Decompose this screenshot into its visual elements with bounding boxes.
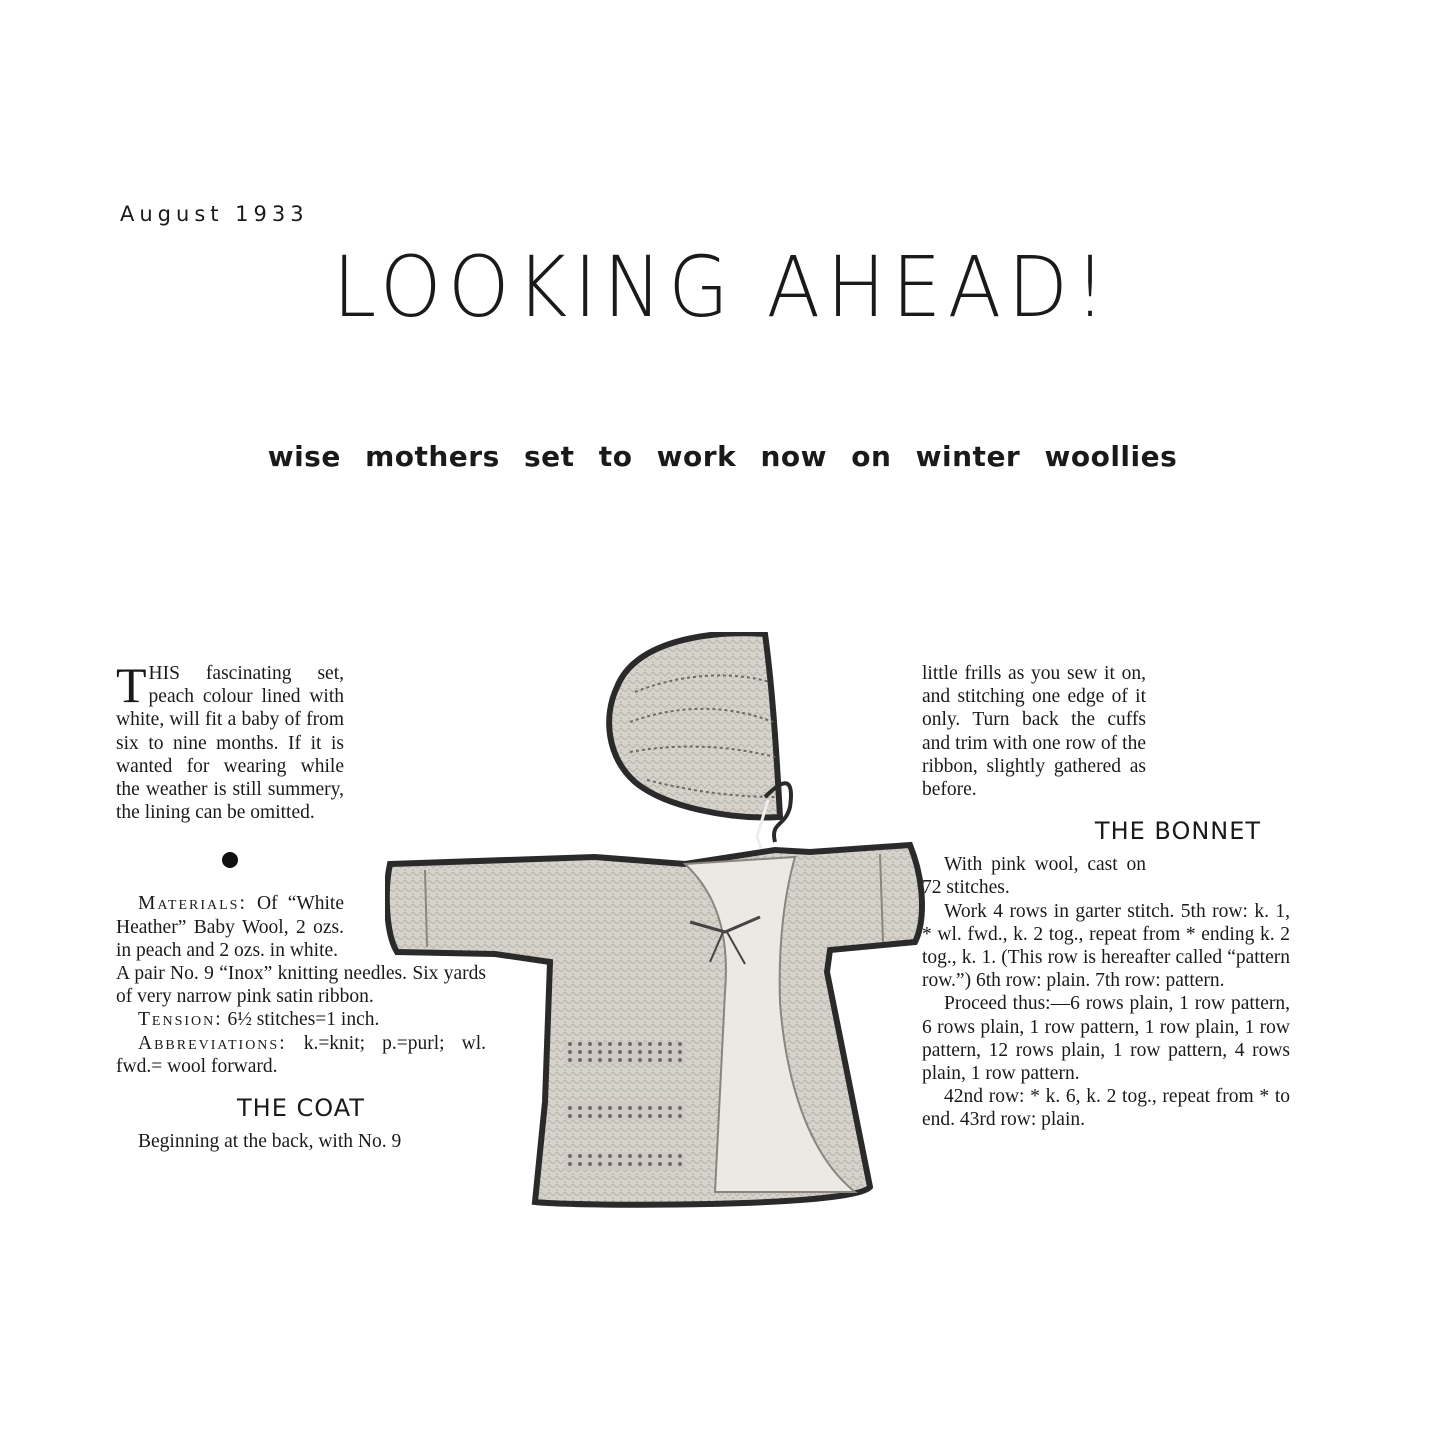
continued-paragraph: little frills as you sew it on, and stitching one edge of it only. Turn back the cuffs and trim with one row of the ribbon, slightly gathered as before. [922, 663, 1146, 801]
section-bullet-icon [222, 852, 238, 868]
materials-label: Materials: [138, 893, 247, 915]
baby-coat-bonnet-illustration [385, 632, 930, 1212]
page-headline: LOOKING AHEAD! [332, 238, 1113, 336]
tension-label: Tension: [138, 1009, 223, 1031]
bonnet-paragraph-2: Work 4 rows in garter stitch. 5th row: k. 1, * wl. fwd., k. 2 tog., repeat from * ending k. 2 tog., k. 1. (This row is hereafter called “pattern row.”) 6th row: plain. 7th row: pattern. [922, 900, 1290, 992]
bonnet-paragraph-4: 42nd row: * k. 6, k. 2 tog., repeat from * to end. 43rd row: plain. [922, 1086, 1290, 1131]
bonnet-shape [609, 633, 791, 872]
materials-paragraph [116, 892, 344, 962]
intro-paragraph [116, 657, 344, 824]
bonnet-heading: THE BONNET [1094, 817, 1262, 846]
intro-block [116, 657, 344, 962]
bonnet-paragraph-1: With pink wool, cast on 72 stitches. [922, 854, 1146, 899]
coat-shape [387, 845, 922, 1205]
drop-cap: T [116, 657, 147, 713]
materials-continued: A pair No. 9 “Inox” knitting needles. Six yards of very narrow pink satin ribbon. [116, 963, 486, 1008]
page-subheadline: wise mothers set to work now on winter woollies [267, 440, 1178, 473]
intro-text: HIS fascinating set, peach colour lined with white, will fit a baby of from six to nine months. If it is wanted for wearing while the weather is still summery, the lining can be omitted. [116, 663, 344, 824]
issue-date: August 1933 [120, 202, 309, 226]
abbreviations-text: k.=knit; p.=purl; wl. fwd.= wool forward. [116, 1032, 487, 1077]
coat-paragraph: Beginning at the back, with No. 9 [138, 1131, 402, 1153]
abbreviations-label: Abbreviations: [138, 1032, 287, 1054]
bonnet-paragraph-3: Proceed thus:—6 rows plain, 1 row pattern, 6 rows plain, 1 row pattern, 1 row plain, 1 row pattern, 12 rows plain, 1 row pattern, 4 rows plain, 1 row pattern. [922, 993, 1290, 1085]
right-column [922, 662, 1290, 1132]
coat-heading: THE COAT [237, 1094, 365, 1123]
materials-text: Of “White Heather” Baby Wool, 2 ozs. in peach and 2 ozs. in white. [116, 893, 344, 961]
tension-text: 6½ stitches=1 inch. [227, 1009, 380, 1031]
